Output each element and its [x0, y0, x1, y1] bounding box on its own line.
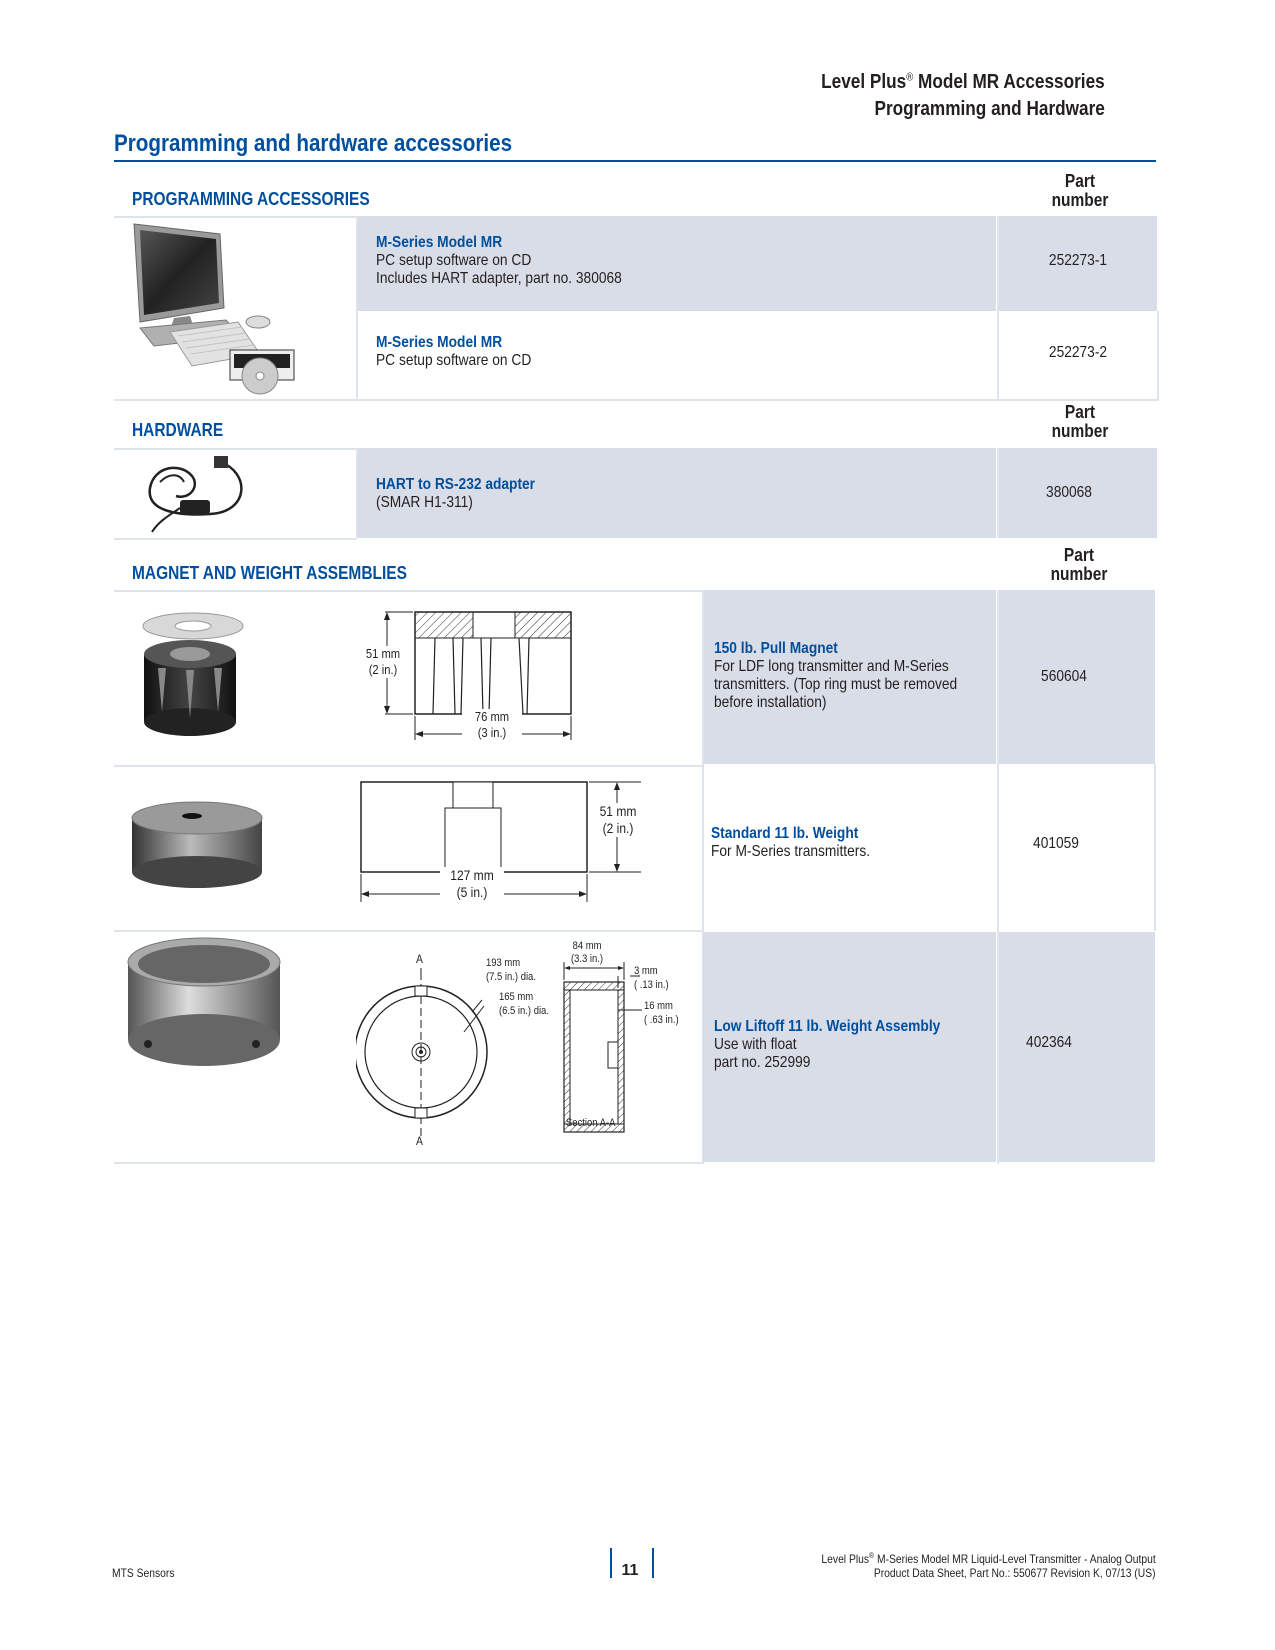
footer-line-1: Level Plus® M-Series Model MR Liquid-Level Transmitter - Analog Output	[821, 1551, 1156, 1566]
dim-width: 76 mm (3 in.)	[462, 709, 522, 741]
cable-image	[140, 452, 260, 536]
dim-inner-diameter: 165 mm (6.5 in.) dia.	[499, 991, 549, 1017]
low-liftoff-weight-image	[126, 936, 284, 1070]
footer-line-2: Product Data Sheet, Part No.: 550677 Revision K, 07/13 (US)	[874, 1566, 1156, 1580]
item-title: HART to RS-232 adapter	[376, 476, 536, 493]
computer-image	[130, 220, 310, 398]
part-number: 252273-1	[1048, 252, 1108, 269]
section-title-magnet: MAGNET AND WEIGHT ASSEMBLIES	[132, 563, 407, 583]
divider	[114, 930, 702, 932]
dim-width: 127 mm (5 in.)	[440, 867, 504, 901]
item-line: part no. 252999	[714, 1054, 811, 1071]
divider	[1154, 764, 1156, 931]
header-line-2: Programming and Hardware	[874, 98, 1105, 120]
item-desc	[376, 234, 662, 288]
item-line: before installation)	[714, 694, 827, 711]
item-desc	[714, 1018, 977, 1072]
part-number: 401059	[1033, 835, 1079, 852]
item-line: Includes HART adapter, part no. 380068	[376, 270, 622, 287]
part-number-heading-2: Part number	[1051, 402, 1109, 441]
part-number: 252273-2	[1048, 344, 1108, 361]
item-title: Standard 11 lb. Weight	[711, 825, 859, 842]
section-title-programming: PROGRAMMING ACCESSORIES	[132, 189, 370, 209]
part-number-heading-1: Part number	[1051, 171, 1109, 210]
magnet-image	[138, 612, 248, 744]
item-line: For LDF long transmitter and M-Series	[714, 658, 949, 675]
item-title: 150 lb. Pull Magnet	[714, 640, 838, 657]
part-number: 560604	[1041, 668, 1087, 685]
part-number: 402364	[1026, 1034, 1072, 1051]
item-title: M-Series Model MR	[376, 234, 503, 251]
header-line-1: Level Plus® Model MR Accessories	[821, 71, 1105, 93]
divider	[997, 216, 999, 400]
item-title: M-Series Model MR	[376, 334, 503, 351]
dim-depth: 84 mm (3.3 in.)	[571, 940, 604, 965]
item-line: For M-Series transmitters.	[711, 843, 871, 860]
dim-wall: 3 mm ( .13 in.)	[634, 965, 669, 991]
section-mark-bottom: A	[416, 1134, 423, 1148]
section-title-hardware: HARDWARE	[132, 420, 224, 440]
item-line: Use with float	[714, 1036, 797, 1053]
item-line: PC setup software on CD	[376, 252, 532, 269]
divider	[114, 216, 356, 218]
title-rule	[114, 160, 1156, 162]
divider	[114, 1162, 702, 1164]
item-line: transmitters. (Top ring must be removed	[714, 676, 958, 693]
item-desc	[711, 825, 896, 861]
item-line: (SMAR H1-311)	[376, 494, 473, 511]
item-line: PC setup software on CD	[376, 352, 532, 369]
page-number: 11	[621, 1562, 639, 1579]
divider	[114, 448, 356, 450]
divider	[114, 765, 702, 767]
section-label: Section A-A	[566, 1117, 616, 1129]
divider	[114, 399, 1159, 401]
weight-image	[130, 800, 266, 892]
item-title: Low Liftoff 11 lb. Weight Assembly	[714, 1018, 941, 1035]
part-number: 380068	[1046, 484, 1092, 501]
divider	[114, 590, 702, 592]
page-number-bar-left	[610, 1548, 612, 1578]
divider	[356, 216, 358, 400]
part-number-heading-3: Part number	[1050, 545, 1108, 584]
item-desc	[376, 476, 561, 512]
dim-outer-diameter: 193 mm (7.5 in.) dia.	[486, 957, 536, 983]
divider	[356, 448, 358, 538]
item-desc	[714, 640, 997, 712]
divider	[114, 538, 357, 540]
footer-company: MTS Sensors	[112, 1566, 175, 1580]
dim-slot: 16 mm ( .63 in.)	[644, 1000, 679, 1026]
dim-height: 51 mm (2 in.)	[355, 646, 411, 678]
section-mark-top: A	[416, 952, 423, 966]
divider	[1157, 311, 1159, 400]
page-title: Programming and hardware accessories	[114, 130, 513, 157]
page-number-bar-right	[652, 1548, 654, 1578]
item-desc	[376, 334, 557, 370]
dim-height: 51 mm (2 in.)	[590, 803, 646, 837]
